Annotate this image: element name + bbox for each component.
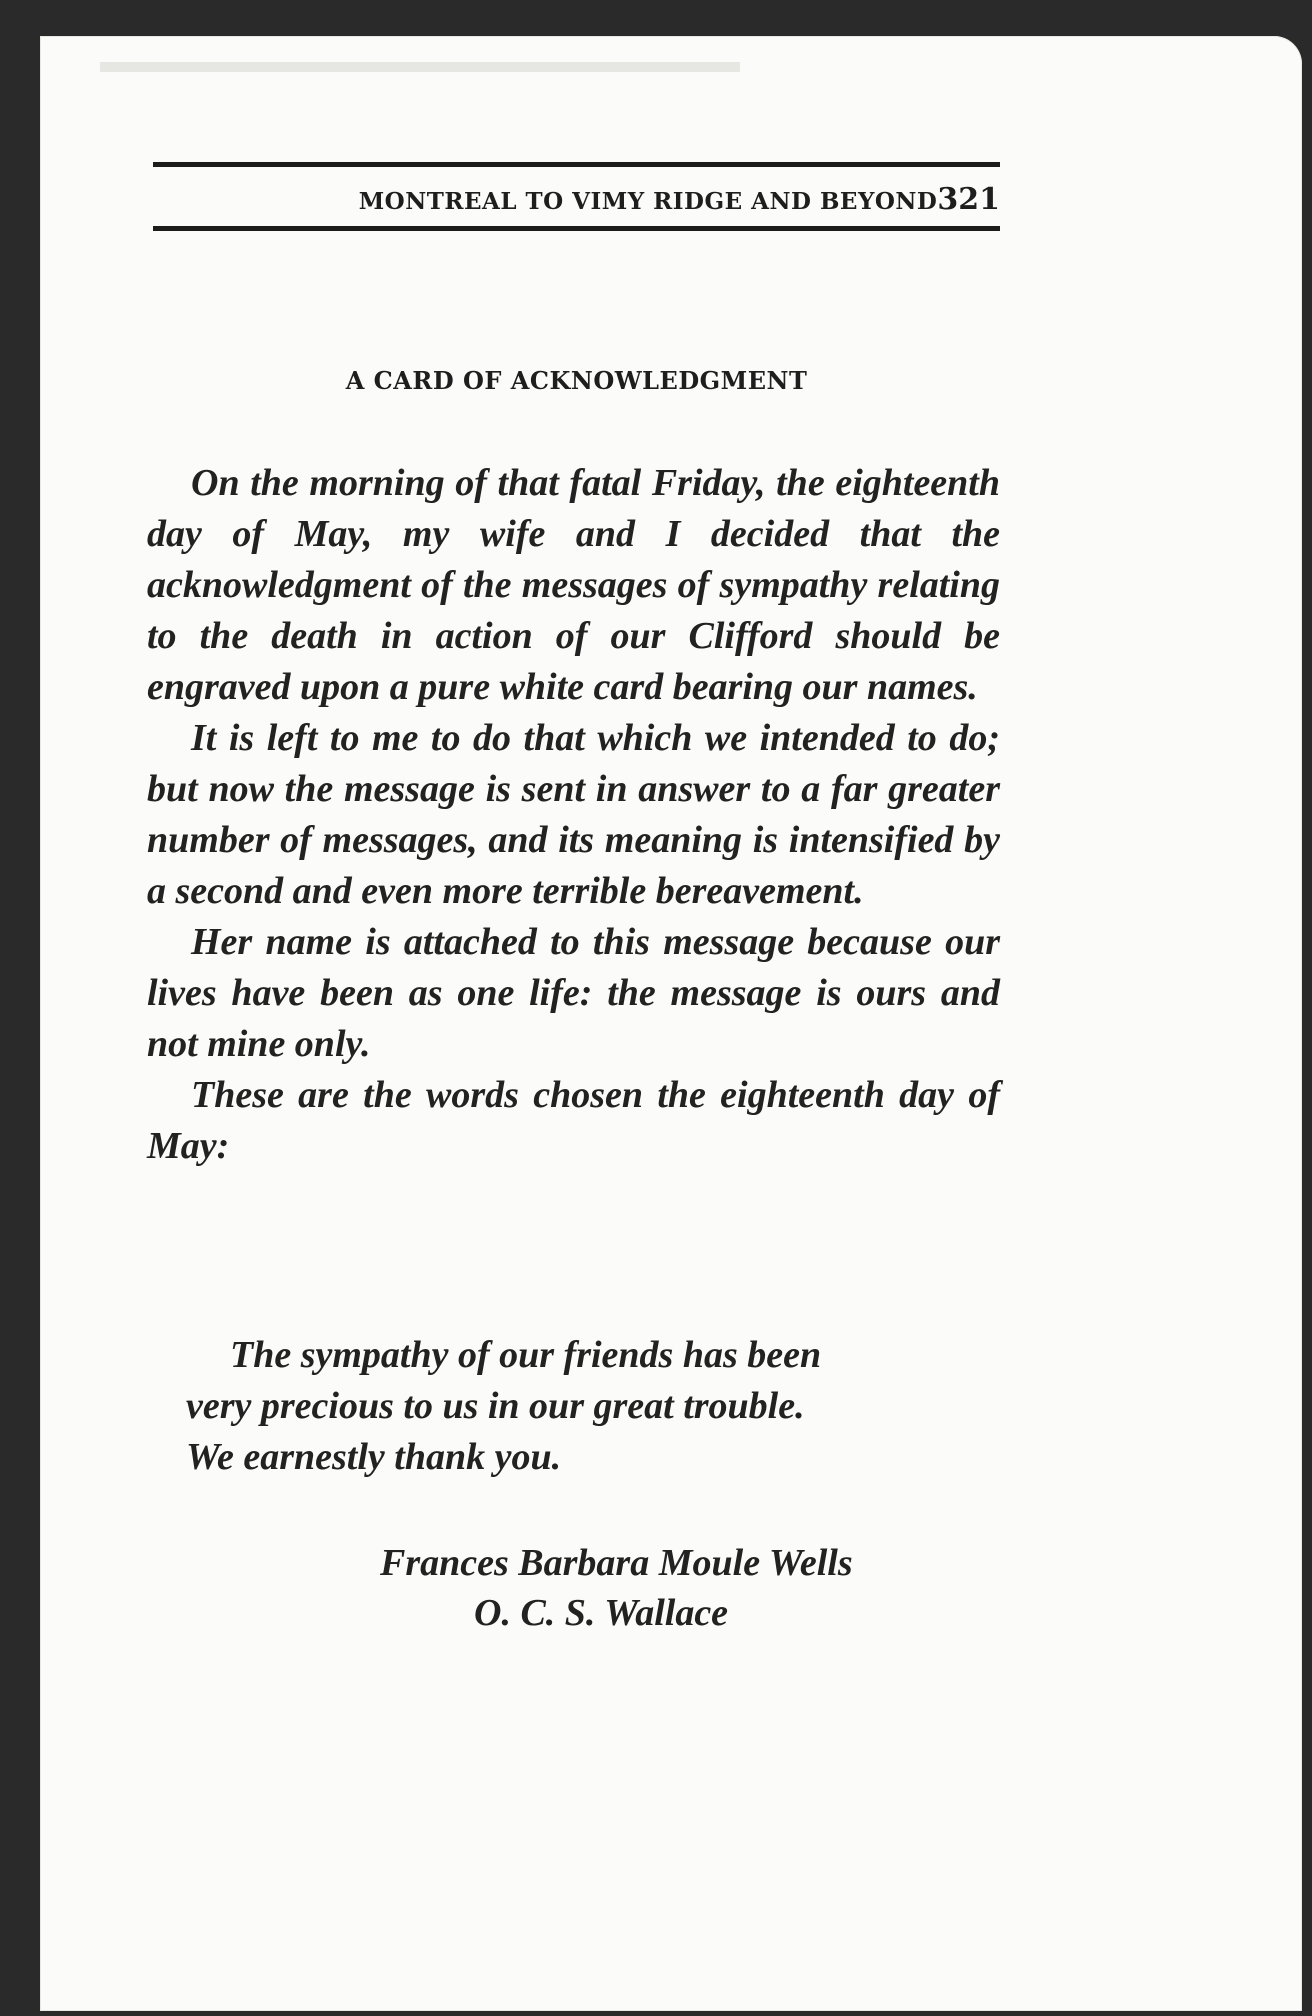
paragraph: These are the words chosen the eighteenth day of May: — [147, 1074, 1000, 1167]
card-message-line: very precious to us in our great trouble. — [186, 1385, 805, 1427]
header-line — [153, 182, 1000, 217]
signature-name: Frances Barbara Moule Wells — [380, 1542, 853, 1584]
paragraph: On the morning of that fatal Friday, the eighteenth day of May, my wife and I decided that the acknowledgment of the messages of sympathy relating to the death in action of our Clifford should be engraved upon a pure white card bearing our names. — [147, 462, 1000, 708]
page-header — [153, 162, 1000, 231]
running-head: MONTREAL TO VIMY RIDGE AND BEYOND — [358, 188, 938, 215]
body-text — [147, 458, 1000, 1172]
signatures — [380, 1538, 980, 1638]
card-message-line: We earnestly thank you. — [186, 1436, 562, 1478]
header-rule-bottom — [153, 226, 1000, 231]
page-number: 321 — [937, 182, 1000, 217]
paragraph: Her name is attached to this message because our lives have been as one life: the message is ours and not mine only. — [147, 921, 1000, 1065]
card-message — [186, 1330, 976, 1483]
paragraph: It is left to me to do that which we intended to do; but now the message is sent in answer to a far greater number of messages, and its meaning is intensified by a second and even more terrible bereavement. — [147, 717, 1000, 912]
card-message-line: The sympathy of our friends has been — [230, 1334, 822, 1376]
section-heading: A CARD OF ACKNOWLEDGMENT — [345, 366, 808, 395]
header-rule-top — [153, 162, 1000, 167]
signature-name: O. C. S. Wallace — [474, 1592, 729, 1634]
page-edge-strip — [100, 62, 740, 72]
